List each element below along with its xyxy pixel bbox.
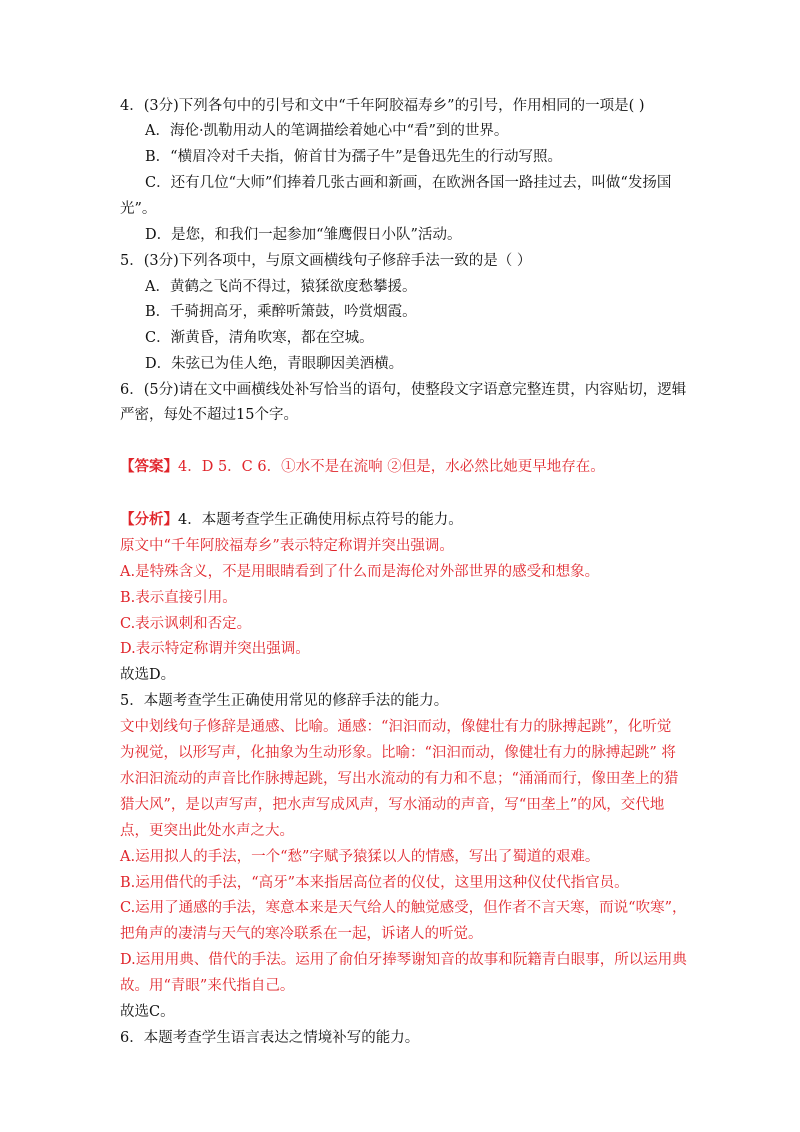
- question-4-option-c-line1: C．还有几位“大师”们捧着几张古画和新画，在欧洲各国一路挂过去，叫做“发扬国: [145, 175, 672, 191]
- analysis-q4-head: 4．本题考查学生正确使用标点符号的能力。: [178, 512, 463, 528]
- analysis-q4-line: 原文中“千年阿胶福寿乡”表示特定称谓并突出强调。: [120, 538, 454, 554]
- analysis-q4-line: A.是特殊含义，不是用眼睛看到了什么而是海伦对外部世界的感受和想象。: [120, 564, 600, 580]
- analysis-q5-line: 点，更突出此处水声之大。: [120, 823, 294, 839]
- question-6-line2: 严密，每处不超过15个字。: [120, 407, 298, 423]
- analysis-q4-header: [120, 510, 463, 530]
- analysis-q5-line: 为视觉，以形写声，化抽象为生动形象。比喻：“汩汩而动，像健壮有力的脉搏起跳” 将: [120, 745, 676, 761]
- analysis-q5-line: 故。用“青眼”来代指自己。: [120, 978, 295, 994]
- answer-label: 【答案】: [120, 458, 178, 475]
- analysis-q5-head: 5．本题考查学生正确使用常见的修辞手法的能力。: [120, 693, 449, 709]
- question-5-stem: 5．(3分)下列各项中，与原文画横线句子修辞手法一致的是（ ）: [120, 253, 532, 269]
- question-5-option-c: C．渐黄昏，清角吹寒，都在空城。: [145, 330, 374, 346]
- analysis-q5-choice: 故选C。: [120, 1004, 175, 1020]
- analysis-q4-line: C.表示讽刺和否定。: [120, 616, 252, 632]
- analysis-q5-line: A.运用拟人的手法，一个“愁”字赋予猿猱以人的情感，写出了蜀道的艰难。: [120, 849, 600, 865]
- question-4-option-a: A．海伦·凯勒用动人的笔调描绘着她心中“看”到的世界。: [145, 123, 509, 139]
- question-4-stem: 4．(3分)下列各句中的引号和文中“千年阿胶福寿乡”的引号，作用相同的一项是( ): [120, 98, 645, 114]
- analysis-q5-line: C.运用了通感的手法，寒意本来是天气给人的触觉感受，但作者不言天寒，而说“吹寒”，: [120, 900, 687, 916]
- question-4-option-d: D．是您，和我们一起参加“雏鹰假日小队”活动。: [145, 227, 462, 243]
- analysis-label: 【分析】: [120, 511, 178, 528]
- analysis-q4-choice: 故选D。: [120, 667, 176, 683]
- analysis-q5-line: 文中划线句子修辞是通感、比喻。通感：“汩汩而动，像健壮有力的脉搏起跳”，化听觉: [120, 719, 672, 735]
- question-5-option-d: D．朱弦已为佳人绝，青眼聊因美酒横。: [145, 356, 404, 372]
- analysis-q5-line: 猎大风”，是以声写声，把水声写成风声，写水涌动的声音，写“田垄上”的风，交代地: [120, 797, 665, 813]
- analysis-q5-line: B.运用借代的手法，“高牙”本来指居高位者的仪仗，这里用这种仪仗代指官员。: [120, 875, 629, 891]
- analysis-q6-head: 6．本题考查学生语言表达之情境补写的能力。: [120, 1030, 420, 1046]
- question-5-option-a: A．黄鹤之飞尚不得过，猿猱欲度愁攀援。: [145, 279, 417, 295]
- analysis-q5-line: 把角声的凄清与天气的寒冷联系在一起，诉诸人的听觉。: [120, 926, 483, 942]
- analysis-q4-line: D.表示特定称谓并突出强调。: [120, 641, 310, 657]
- answer-line: [120, 457, 605, 477]
- question-4-option-c-line2: 光”。: [120, 201, 157, 217]
- question-6-line1: 6．(5分)请在文中画横线处补写恰当的语句，使整段文字语意完整连贯，内容贴切，逻辑: [120, 382, 687, 398]
- answer-text: 4．D 5．C 6．①水不是在流响 ②但是，水必然比她更早地存在。: [178, 459, 605, 475]
- analysis-q5-line: 水汩汩流动的声音比作脉搏起跳，写出水流动的有力和不息；“涌涌而行，像田垄上的猎: [120, 771, 679, 787]
- question-5-option-b: B．千骑拥高牙，乘醉听箫鼓，吟赏烟霞。: [145, 304, 417, 320]
- analysis-q5-line: D.运用用典、借代的手法。运用了俞伯牙捧琴谢知音的故事和阮籍青白眼事，所以运用典: [120, 952, 687, 968]
- question-4-option-b: B．“横眉冷对千夫指，俯首甘为孺子牛”是鲁迅先生的行动写照。: [145, 149, 562, 165]
- analysis-q4-line: B.表示直接引用。: [120, 590, 237, 606]
